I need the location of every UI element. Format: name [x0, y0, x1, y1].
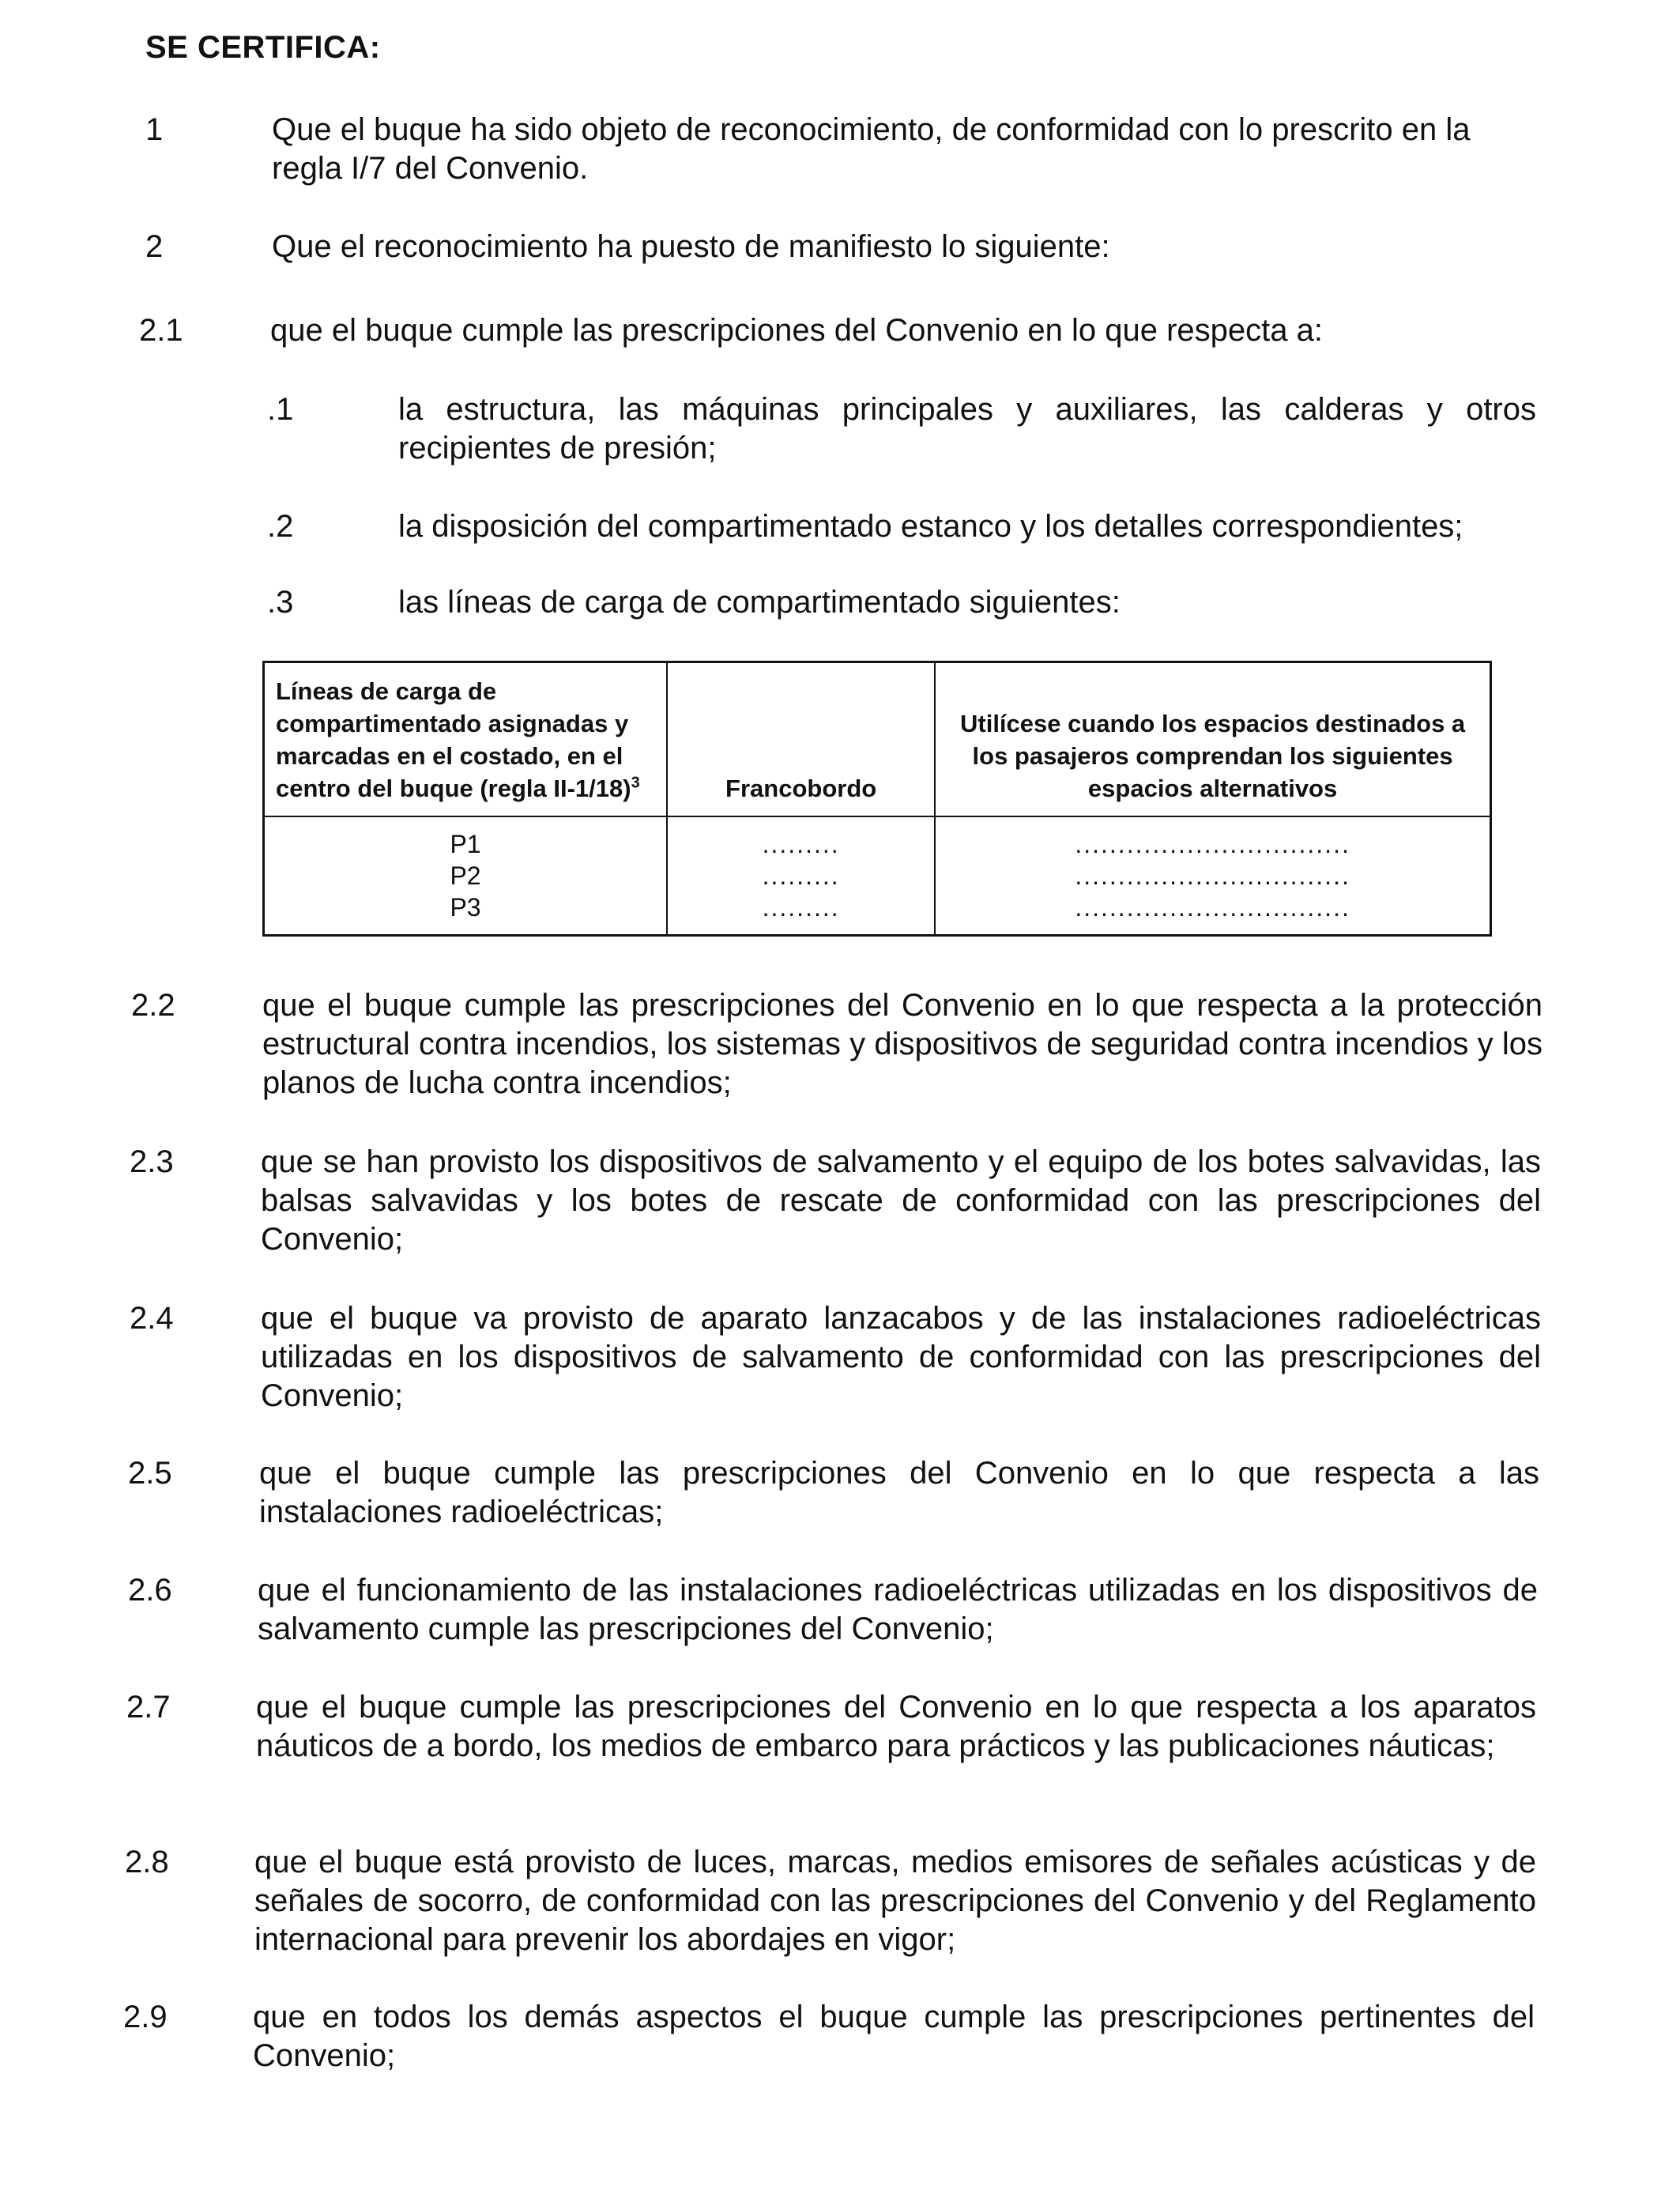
- clause-number: 2.4: [130, 1301, 174, 1336]
- clause-number: 2: [145, 229, 164, 264]
- subclause-text: las líneas de carga de compartimentado siguientes:: [398, 585, 1121, 620]
- subclause-text: la estructura, las máquinas principales y auxiliares, las calderas y otros recipientes de presión;: [398, 392, 1536, 466]
- load-line-cell: P1 P2 P3: [264, 816, 668, 936]
- freeboard-cell: ......... ......... .........: [667, 816, 935, 936]
- clause-number: 2.6: [128, 1573, 172, 1608]
- clause-number: 2.2: [131, 988, 175, 1023]
- clause-text: que el buque va provisto de aparato lanzacabos y de las instalaciones radioeléctricas utilizadas en los dispositivos de salvamento de conformidad con las prescripciones del Convenio;: [261, 1301, 1541, 1413]
- clause-text: que el buque cumple las prescripciones del Convenio en lo que respecta a la protección estructural contra incendios, los sistemas y dispositivos de seguridad contra incendios y los planos de lucha contra incendios;: [262, 988, 1543, 1100]
- clause-number: 2.5: [128, 1456, 172, 1491]
- clause-text: que se han provisto los dispositivos de salvamento y el equipo de los botes salvavidas, las balsas salvavidas y los botes de rescate de conformidad con las prescripciones del Convenio;: [261, 1144, 1541, 1257]
- clause-text: que en todos los demás aspectos el buque cumple las prescripciones pertinentes del Convenio;: [253, 2000, 1535, 2073]
- clause-text: Que el reconocimiento ha puesto de manifiesto lo siguiente:: [272, 229, 1110, 264]
- clause-number: 2.7: [126, 1690, 171, 1725]
- subclause-number: .1: [267, 392, 294, 427]
- footnote-marker: 3: [631, 774, 640, 792]
- clause-text: que el funcionamiento de las instalaciones radioeléctricas utilizadas en los dispositivos de salvamento cumple las prescripciones del Convenio;: [258, 1573, 1538, 1646]
- subdivision-load-lines-table: [262, 661, 1492, 937]
- subclause-number: .2: [267, 509, 294, 544]
- header-alternative-spaces: Utilícese cuando los espacios destinados a los pasajeros comprendan los siguientes espacios alternativos: [935, 662, 1490, 817]
- clause-text: que el buque cumple las prescripciones del Convenio en lo que respecta a los aparatos náuticos de a bordo, los medios de embarco para prácticos y las publicaciones náuticas;: [256, 1690, 1536, 1763]
- clause-text: Que el buque ha sido objeto de reconocimiento, de conformidad con lo prescrito en la regla I/7 del Convenio.: [272, 112, 1471, 186]
- clause-text: que el buque cumple las prescripciones del Convenio en lo que respecta a las instalaciones radioeléctricas;: [259, 1456, 1539, 1529]
- subclause-number: .3: [267, 585, 294, 620]
- table-row: [264, 816, 1491, 936]
- clause-number: 2.3: [130, 1144, 174, 1179]
- subclause-text: la disposición del compartimentado estanco y los detalles correspondientes;: [398, 509, 1463, 544]
- clause-number: 2.9: [123, 2000, 168, 2034]
- table-header-row: [264, 662, 1491, 817]
- clause-number: 2.8: [125, 1845, 169, 1879]
- header-freeboard: Francobordo: [667, 662, 935, 817]
- clause-number: 2.1: [139, 313, 183, 348]
- alternative-spaces-cell: ................................ ................................ ................................: [935, 816, 1490, 936]
- section-heading: SE CERTIFICA:: [145, 30, 381, 65]
- clause-number: 1: [145, 112, 164, 147]
- header-load-lines: Líneas de carga de compartimentado asignadas y marcadas en el costado, en el centro del buque (regla II-1/18)$^3$: [264, 662, 668, 817]
- clause-text: que el buque cumple las prescripciones del Convenio en lo que respecta a:: [270, 313, 1323, 348]
- clause-text: que el buque está provisto de luces, marcas, medios emisores de señales acústicas y de señales de socorro, de conformidad con las prescripciones del Convenio y del Reglamento internacional para prevenir los abordajes en vigor;: [254, 1845, 1536, 1957]
